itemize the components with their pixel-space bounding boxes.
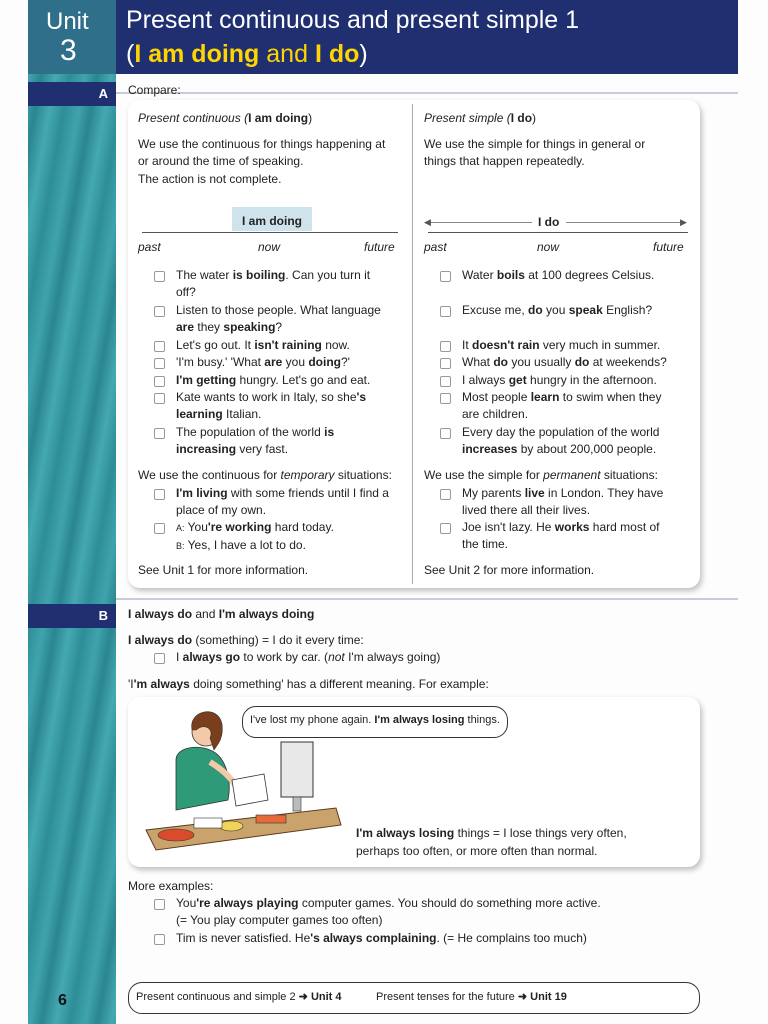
bullet-icon [440, 523, 451, 534]
unit-label: Unit [46, 8, 89, 35]
bullet-icon [440, 358, 451, 369]
arrow-right-icon: ▶ [680, 217, 687, 227]
bullet-icon [440, 489, 451, 500]
bullet-icon [154, 934, 165, 945]
timeline-past: past [138, 240, 161, 254]
section-tab-b: B [28, 604, 116, 628]
illustration-caption-1: I'm always losing things = I lose things very often, [356, 826, 627, 840]
simple-desc-1: We use the simple for things in general or [424, 137, 646, 151]
timeline-label-simple: I do [538, 215, 560, 229]
more-examples-label: More examples: [128, 879, 214, 893]
temporary-intro: We use the continuous for temporary situations: [138, 468, 392, 482]
section-tab-a: A [28, 82, 116, 106]
continuous-heading: Present continuous (I am doing) [138, 111, 313, 125]
timeline-simple-left [428, 222, 532, 223]
bullet-icon [154, 523, 165, 534]
bullet-icon [154, 489, 165, 500]
timeline-continuous [142, 232, 398, 233]
compare-label: Compare: [128, 83, 181, 97]
section-b-rule [116, 598, 738, 600]
bullet-icon [154, 899, 165, 910]
timeline-now: now [537, 240, 560, 254]
arrow-left-icon: ◀ [424, 217, 431, 227]
bullet-icon [440, 376, 451, 387]
page-title-line1: Present continuous and present simple 1 [126, 6, 580, 34]
timeline-simple [428, 232, 688, 233]
arrow-right-icon: ➜ [517, 991, 528, 1003]
bullet-icon [154, 653, 165, 664]
different-meaning-text: 'I'm always doing something' has a different meaning. For example: [128, 677, 489, 691]
timeline-simple-right [566, 222, 684, 223]
simple-heading: Present simple (I do) [424, 111, 537, 125]
bullet-icon [154, 306, 165, 317]
page-number: 6 [58, 992, 67, 1009]
speech-bubble-text: I've lost my phone again. I'm always losing things. [250, 714, 500, 726]
cross-ref-unit-19[interactable]: Present tenses for the future ➜ Unit 19 [376, 991, 567, 1003]
bullet-icon [154, 376, 165, 387]
timeline-future: future [653, 240, 684, 254]
page-title-line2: (I am doing and I do) [126, 40, 368, 68]
bullet-icon [440, 341, 451, 352]
bullet-icon [440, 306, 451, 317]
always-do-definition: I always do (something) = I do it every time: [128, 633, 364, 647]
arrow-right-icon: ➜ [298, 991, 308, 1003]
see-unit-1: See Unit 1 for more information. [138, 563, 309, 577]
section-b-heading: I always do and I'm always doing [128, 607, 315, 621]
cross-ref-unit-4[interactable]: Present continuous and simple 2 ➜ Unit 4 [136, 991, 342, 1003]
bullet-icon [154, 271, 165, 282]
simple-desc-2: things that happen repeatedly. [424, 154, 585, 168]
unit-number: 3 [60, 34, 77, 67]
permanent-intro: We use the simple for permanent situations: [424, 468, 658, 482]
left-color-strip [28, 0, 116, 1024]
bullet-icon [440, 428, 451, 439]
continuous-desc-3: The action is not complete. [138, 172, 282, 186]
section-a-rule [116, 92, 738, 94]
bullet-icon [154, 341, 165, 352]
continuous-desc-2: or around the time of speaking. [138, 154, 304, 168]
see-unit-2: See Unit 2 for more information. [424, 563, 595, 577]
illustration-caption-2: perhaps too often, or more often than normal. [356, 844, 598, 858]
bullet-icon [154, 358, 165, 369]
compare-divider [412, 104, 413, 584]
bullet-icon [154, 428, 165, 439]
timeline-label-continuous: I am doing [242, 214, 302, 228]
bullet-icon [154, 393, 165, 404]
timeline-past: past [424, 240, 447, 254]
bullet-icon [440, 393, 451, 404]
timeline-future: future [364, 240, 395, 254]
timeline-now: now [258, 240, 281, 254]
continuous-desc-1: We use the continuous for things happening at [138, 137, 386, 151]
bullet-icon [440, 271, 451, 282]
